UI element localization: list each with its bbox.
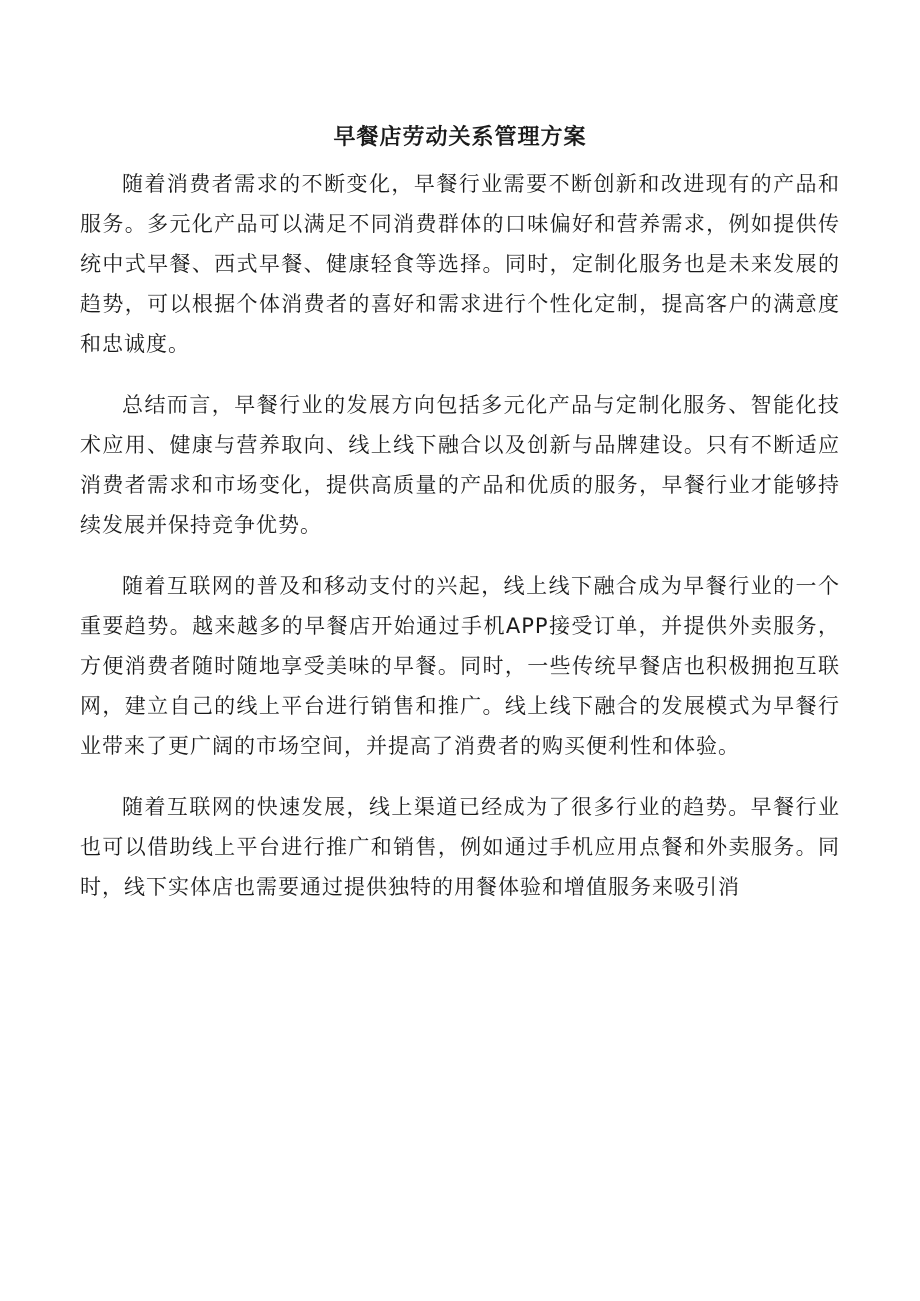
document-title: 早餐店劳动关系管理方案 bbox=[333, 125, 587, 150]
paragraph-4: 随着互联网的快速发展，线上渠道已经成为了很多行业的趋势。早餐行业也可以借助线上平台进行推广和销售，例如通过手机应用点餐和外卖服务。同时，线下实体店也需要通过提供独特的用餐体验和增值服务来吸引消 bbox=[80, 795, 840, 899]
paragraph-2: 总结而言，早餐行业的发展方向包括多元化产品与定制化服务、智能化技术应用、健康与营养取向、线上线下融合以及创新与品牌建设。只有不断适应消费者需求和市场变化，提供高质量的产品和优质的服务，早餐行业才能够持续发展并保持竞争优势。 bbox=[80, 393, 840, 537]
paragraph-3: 随着互联网的普及和移动支付的兴起，线上线下融合成为早餐行业的一个重要趋势。越来越多的早餐店开始通过手机APP接受订单，并提供外卖服务，方便消费者随时随地享受美味的早餐。同时，一些传统早餐店也积极拥抱互联网，建立自己的线上平台进行销售和推广。线上线下融合的发展模式为早餐行业带来了更广阔的市场空间，并提高了消费者的购买便利性和体验。 bbox=[80, 574, 840, 758]
paragraph-1: 随着消费者需求的不断变化，早餐行业需要不断创新和改进现有的产品和服务。多元化产品可以满足不同消费群体的口味偏好和营养需求，例如提供传统中式早餐、西式早餐、健康轻食等选择。同时，定制化服务也是未来发展的趋势，可以根据个体消费者的喜好和需求进行个性化定制，提高客户的满意度和忠诚度。 bbox=[80, 172, 840, 356]
document-page bbox=[80, 118, 840, 928]
